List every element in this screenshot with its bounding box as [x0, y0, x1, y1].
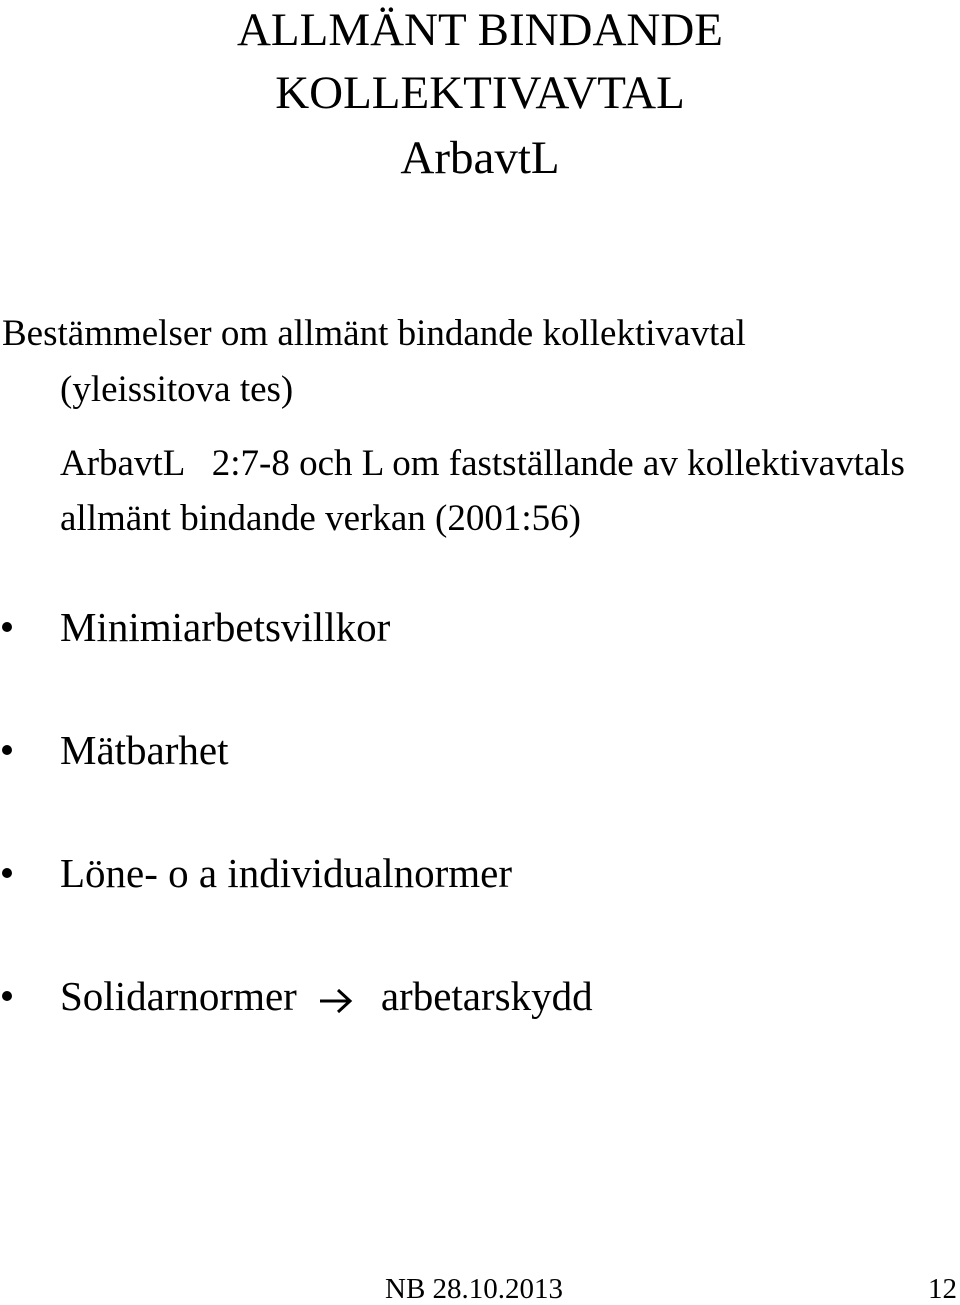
- bullet-item-3: Löne- o a individualnormer: [60, 850, 513, 896]
- law-line-2: allmänt bindande verkan (2001:56): [60, 498, 581, 539]
- bullet-icon: [2, 745, 12, 755]
- footer-page-number: 12: [928, 1273, 957, 1305]
- bullet-item-4-target: arbetarskydd: [380, 973, 593, 1019]
- bullet-icon: [2, 868, 12, 878]
- title-line-2: KOLLEKTIVAVTAL: [275, 67, 685, 119]
- intro-line-2: (yleissitova tes): [60, 369, 294, 410]
- intro-line-1: Bestämmelser om allmänt bindande kollektivavtal: [2, 313, 746, 354]
- footer-author-date: NB 28.10.2013: [385, 1273, 564, 1305]
- bullet-icon: [2, 991, 12, 1001]
- bullet-icon: [2, 622, 12, 632]
- title-line-3: ArbavtL: [400, 132, 560, 184]
- law-line-1: ArbavtL 2:7-8 och L om fastställande av kollektivavtals: [60, 443, 905, 484]
- bullet-item-4-label: Solidarnormer: [60, 973, 297, 1019]
- title-line-1: ALLMÄNT BINDANDE: [236, 4, 724, 56]
- bullet-item-4: [60, 973, 593, 1019]
- bullet-item-2: Mätbarhet: [60, 727, 229, 773]
- bullet-item-1: Minimiarbetsvillkor: [60, 604, 391, 650]
- right-arrow-icon: [319, 988, 353, 1014]
